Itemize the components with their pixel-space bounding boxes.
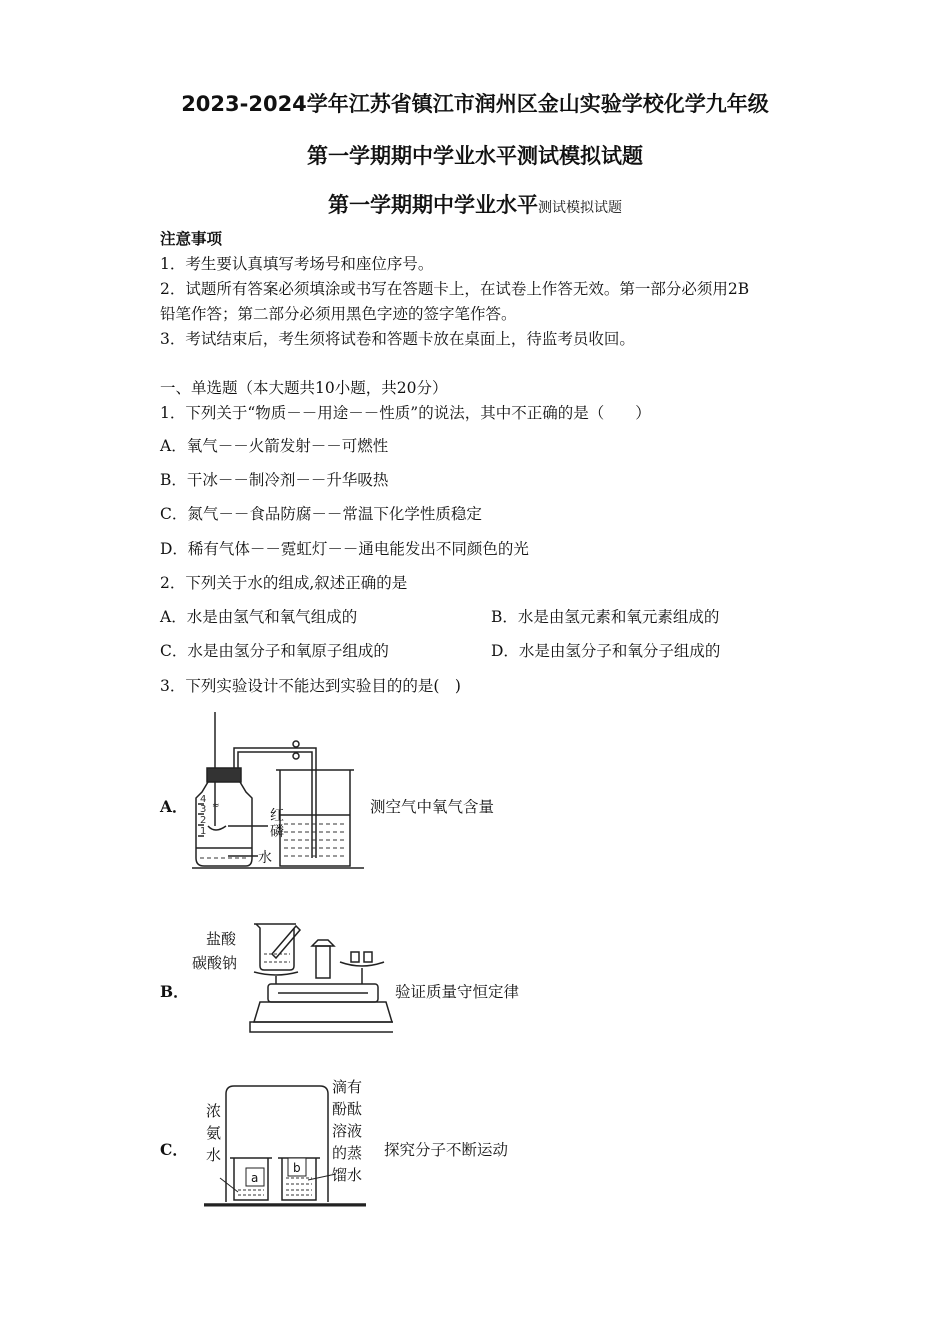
q3-stem: 3．下列实验设计不能达到实验目的的是( ) <box>160 677 461 695</box>
q1-stem: 1．下列关于“物质－－用途－－性质”的说法，其中不正确的是（ ） <box>160 404 651 422</box>
section-heading: 一、单选题（本大题共10小题，共20分） <box>160 379 448 397</box>
q1-option-a: A．氧气－－火箭发射－－可燃性 <box>160 437 389 455</box>
q2-option-d: D．水是由氢分子和氧分子组成的 <box>491 642 721 660</box>
notice-heading: 注意事项 <box>160 229 223 248</box>
stopper <box>207 768 241 782</box>
water-label: 水 <box>258 850 272 866</box>
ammonia-label-2: 氨 <box>206 1124 222 1142</box>
scale-3: 3 <box>200 804 207 815</box>
q3-c-letter: C． <box>160 1140 188 1159</box>
q2-option-c: C．水是由氢分子和氧原子组成的 <box>160 642 389 660</box>
red-label-1: 红 <box>270 808 284 824</box>
q3-a-desc: 测空气中氧气含量 <box>370 798 495 816</box>
oxygen-content-apparatus <box>188 708 368 876</box>
q2-stem: 2．下列关于水的组成,叙述正确的是 <box>160 574 408 592</box>
phenol-label-1: 滴有 <box>332 1078 363 1096</box>
q3-b-letter: B． <box>160 982 189 1001</box>
molecule-motion-apparatus <box>196 1074 374 1214</box>
notice-item: 2．试题所有答案必须填涂或书写在答题卡上，在试卷上作答无效。第一部分必须用2B <box>160 280 750 298</box>
doc-title-line3 <box>0 189 950 219</box>
doc-title-line3-small: 测试模拟试题 <box>538 200 622 216</box>
q2-option-b: B．水是由氢元素和氧元素组成的 <box>491 608 720 626</box>
doc-title-line2: 第一学期期中学业水平测试模拟试题 <box>307 144 643 168</box>
q3-b-desc: 验证质量守恒定律 <box>395 983 520 1001</box>
scale-4: 4 <box>200 794 207 805</box>
ammonia-label-1: 浓 <box>206 1102 222 1120</box>
notice-item: 1．考生要认真填写考场号和座位序号。 <box>160 255 434 273</box>
phenol-label-4: 的蒸 <box>332 1144 363 1162</box>
acid-label: 盐酸 <box>206 930 237 948</box>
ammonia-label-3: 水 <box>206 1146 222 1164</box>
fume-mark: ≈ <box>212 801 220 811</box>
q1-option-d: D．稀有气体－－霓虹灯－－通电能发出不同颜色的光 <box>160 540 529 558</box>
q1-option-c: C．氮气－－食品防腐－－常温下化学性质稳定 <box>160 505 482 523</box>
q1-option-b: B．干冰－－制冷剂－－升华吸热 <box>160 471 389 489</box>
carbonate-label: 碳酸钠 <box>192 954 238 972</box>
scale-2: 2 <box>200 815 207 826</box>
notice-item: 铅笔作答；第二部分必须用黑色字迹的签字笔作答。 <box>160 305 517 323</box>
doc-title-line3-big: 第一学期期中学业水平 <box>328 193 538 217</box>
q3-c-desc: 探究分子不断运动 <box>384 1141 509 1159</box>
balance-apparatus <box>188 918 393 1036</box>
notice-item: 3．考试结束后，考生须将试卷和答题卡放在桌面上，待监考员收回。 <box>160 330 635 348</box>
q3-a-letter: A． <box>160 797 188 816</box>
q2-option-a: A．水是由氢气和氧气组成的 <box>160 608 358 626</box>
beaker-a-label: a <box>251 1171 259 1185</box>
doc-title-line1: 2023-2024学年江苏省镇江市润州区金山实验学校化学九年级 <box>181 92 769 116</box>
scale-1: 1 <box>200 826 207 837</box>
phenol-label-5: 馏水 <box>332 1166 363 1184</box>
red-label-2: 磷 <box>270 824 284 840</box>
beaker-b-label: b <box>293 1161 301 1175</box>
phenol-label-3: 溶液 <box>332 1122 363 1140</box>
phenol-label-2: 酚酞 <box>332 1100 363 1118</box>
